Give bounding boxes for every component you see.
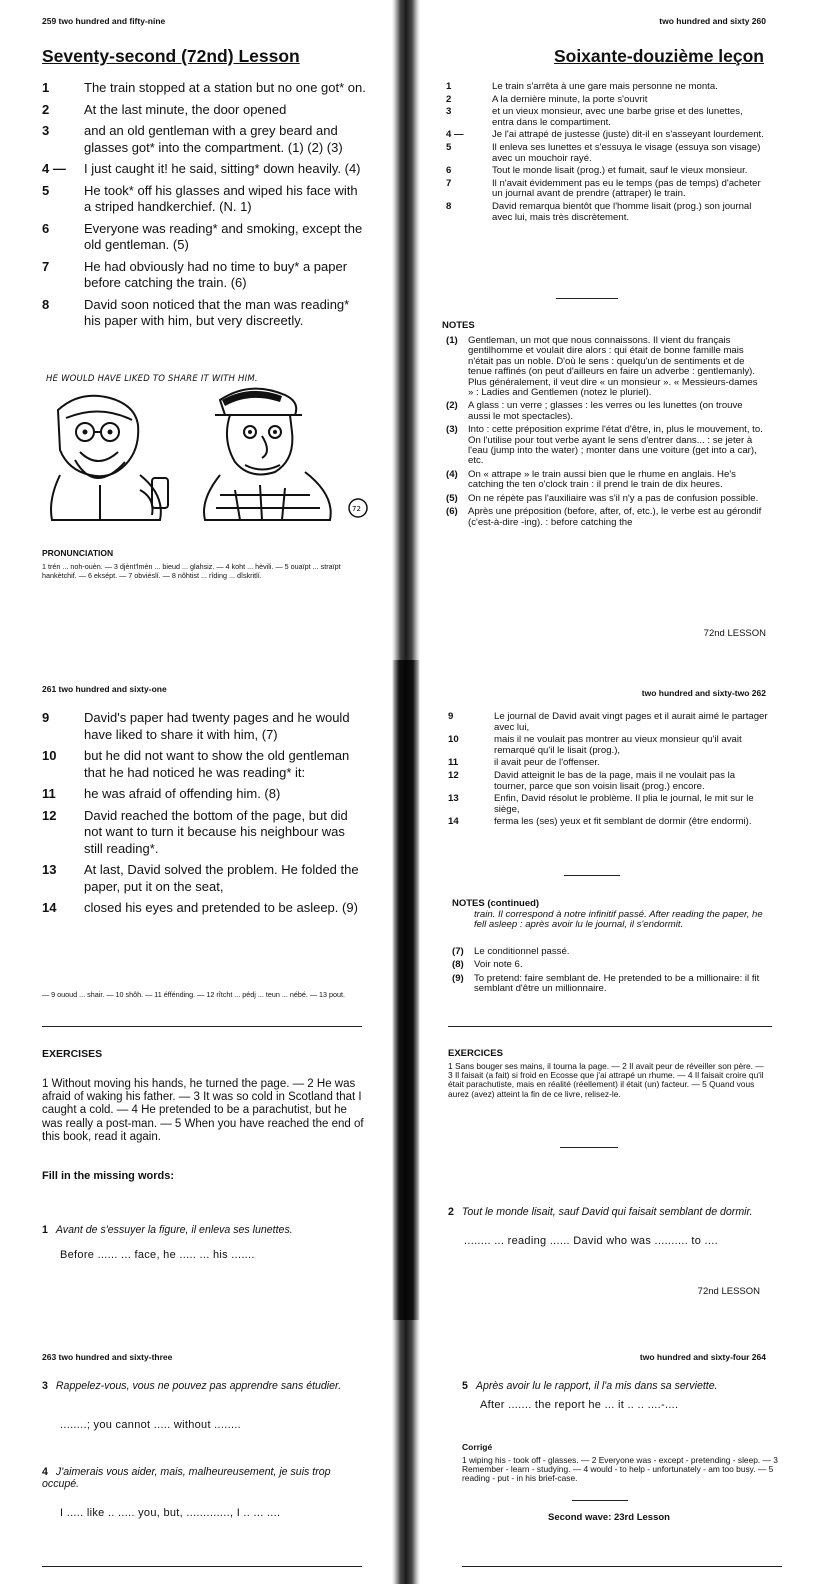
item-text: et un vieux monsieur, avec une barbe grise et des lunettes, entra dans le compartiment.	[492, 106, 743, 128]
note-item	[452, 960, 770, 970]
list-item	[446, 202, 764, 223]
question-text: Tout le monde lisait, sauf David qui faisait semblant de dormir.	[461, 1206, 753, 1218]
fill-answer-5[interactable]: After ....... the report he ... it .. .. ....-....	[480, 1399, 679, 1411]
fill-answer-2[interactable]: ........ ... reading ...... David who was .......... to ....	[464, 1235, 718, 1247]
item-text: Il n'avait évidemment pas eu le temps (pas de temps) d'acheter un journal avant de prendre (attraper) le train.	[492, 177, 761, 200]
second-wave-note: Second wave: 23rd Lesson	[548, 1512, 670, 1523]
list-item	[42, 183, 367, 216]
list-item	[42, 80, 367, 97]
item-number: 4 —	[42, 161, 66, 176]
question-text: Après avoir lu le rapport, il l'a mis dans sa serviette.	[475, 1380, 718, 1392]
list-item	[448, 712, 768, 733]
item-text: David's paper had twenty pages and he would have liked to share it with him, (7)	[84, 710, 350, 742]
fill-question-1	[42, 1224, 362, 1236]
item-number: 6	[446, 165, 452, 177]
item-number: 8	[446, 200, 452, 212]
fill-answer-4[interactable]: I ..... like .. ..... you, but, ............., I .. ... ....	[60, 1507, 281, 1519]
note-item	[446, 401, 764, 422]
note-item	[446, 336, 764, 398]
list-item	[446, 82, 764, 93]
list-item	[42, 259, 367, 292]
note-item	[452, 974, 770, 995]
item-text: il avait peur de l'offenser.	[494, 757, 600, 769]
separator	[42, 1566, 362, 1567]
item-text: A la dernière minute, la porte s'ouvrit	[492, 93, 648, 105]
list-item	[446, 143, 764, 164]
page-263	[0, 1320, 392, 1584]
list-item	[446, 95, 764, 106]
page-259	[0, 0, 392, 660]
cartoon-caption: HE WOULD HAVE LIKED TO SHARE IT WITH HIM.	[46, 374, 258, 384]
lesson-sentences	[42, 80, 367, 335]
exercices-heading: EXERCICES	[448, 1048, 503, 1059]
fill-in-heading: Fill in the missing words:	[42, 1170, 175, 1182]
list-item	[448, 794, 768, 815]
spread-pages-261-262	[0, 660, 820, 1320]
item-number: 10	[42, 748, 57, 763]
note-text: On « attrape » le train aussi bien que le rhume en anglais. He's catching the ten o'clock train : il prend le train de dix heures.	[468, 468, 736, 491]
item-number: 1	[446, 81, 452, 92]
note-item	[446, 425, 764, 467]
lesson-translations	[446, 82, 764, 225]
item-number: 1	[42, 80, 50, 95]
note-text: To pretend: faire semblant de. He pretended to be a millionaire: il fit semblant d'être un millionnaire.	[474, 972, 760, 995]
item-number: 11	[448, 757, 459, 769]
item-text: he was afraid of offending him. (8)	[84, 786, 281, 801]
item-text: He took* off his glasses and wiped his face with a striped handkerchief. (N. 1)	[84, 182, 358, 214]
page-header: 263 two hundred and sixty-three	[42, 1352, 173, 1362]
cartoon-illustration	[40, 370, 370, 530]
note-text: Le conditionnel passé.	[474, 946, 570, 957]
item-text: Everyone was reading* and smoking, except the old gentleman. (5)	[84, 220, 363, 252]
item-text: but he did not want to show the old gentleman that he had noticed he was reading* it:	[84, 748, 350, 780]
note-item	[446, 470, 764, 491]
notes-list	[446, 336, 764, 531]
page-header: two hundred and sixty-two 262	[641, 688, 766, 698]
item-text: Je l'ai attrapé de justesse (juste) dit-il en s'asseyant lourdement.	[492, 129, 764, 141]
item-number: 2	[42, 101, 50, 117]
fill-answer-1[interactable]: Before ...... ... face, he ..... ... his .......	[60, 1249, 255, 1261]
item-number: 13	[42, 862, 57, 877]
item-text: David reached the bottom of the page, but did not want to turn it because his neighbour was still reading*.	[84, 807, 348, 856]
item-text: Enfin, David résolut le problème. Il plia le journal, le mit sur le siège,	[494, 793, 754, 815]
item-number: 9	[448, 711, 454, 722]
item-number: 6	[42, 220, 50, 236]
question-number: 3	[42, 1380, 48, 1392]
lesson-translations	[448, 712, 768, 830]
note-number: (4)	[446, 468, 458, 480]
note-number: (3)	[446, 424, 458, 436]
item-text: The train stopped at a station but no one got* on.	[84, 80, 366, 95]
list-item	[446, 166, 764, 177]
note-text: On ne répète pas l'auxiliaire was s'il n'y a pas de confusion possible.	[468, 492, 759, 504]
note-number: (8)	[452, 959, 464, 971]
fill-question-5	[462, 1380, 782, 1392]
list-item	[42, 102, 367, 119]
notes-continued-text	[452, 910, 770, 934]
list-item	[42, 862, 367, 895]
page-262	[420, 660, 820, 1320]
note-number: (6)	[446, 506, 458, 518]
notes-heading: NOTES (continued)	[452, 898, 540, 909]
lesson-title-french: Soixante-douzième leçon	[553, 46, 764, 66]
note-item	[446, 507, 764, 528]
note-text: Voir note 6.	[474, 959, 523, 971]
exercises-text: 1 Without moving his hands, he turned the page. — 2 He was afraid of waking his father. — 3 It was so cold in Scotland that I caught a cold. — 4 He pretended to be a parachutist, but he was really a post-man. — 5 When you have reached the end of this book, read it again.	[42, 1078, 364, 1143]
item-text: ferma les (ses) yeux et fit semblant de dormir (être endormi).	[494, 816, 752, 828]
item-text: Tout le monde lisait (prog.) et fumait, sauf le vieux monsieur.	[492, 165, 748, 177]
item-number: 10	[448, 734, 459, 746]
item-text: At the last minute, the door opened	[84, 101, 287, 117]
item-number: 4 —	[446, 129, 464, 141]
list-item	[448, 735, 768, 756]
separator	[560, 1147, 618, 1148]
separator	[448, 1026, 772, 1027]
lesson-title: Seventy-second (72nd) Lesson	[42, 46, 300, 66]
item-number: 14	[42, 900, 57, 915]
item-number: 3	[42, 123, 50, 138]
list-item	[446, 107, 764, 128]
exercices-text: 1 Sans bouger ses mains, il tourna la page. — 2 Il avait peur de réveiller son père. — 3 Il faisait (a fait) si froid en Ecosse que j'ai attrapé un rhume. — 4 Il faisait croire qu'il était parachutiste, mais en réalité (réellement) il était (un) facteur. — 5 Quand vous aurez (avez) atteint la fin de ce livre, relisez-le.	[448, 1061, 764, 1099]
page-header: two hundred and sixty-four 264	[639, 1352, 766, 1362]
item-number: 13	[448, 793, 459, 805]
list-item	[42, 786, 367, 803]
spread-pages-263-264	[0, 1320, 820, 1584]
separator	[556, 298, 618, 299]
list-item	[42, 748, 367, 781]
question-number: 1	[42, 1224, 48, 1236]
page-footer: 72nd LESSON	[697, 1286, 760, 1297]
fill-question-2	[448, 1206, 768, 1218]
note-text: Gentleman, un mot que nous connaissons. Il vient du français gentilhomme et voulait dire alors : qui était de bonne famille mais n'était pas un noble. D'où le sens : quelqu'un de sentiments et de tenue raffinés (on peut d'ailleurs en faire un adverbe : gentlemanly). Plus généralement, il veut dire « un monsieur ». « Messieurs-dames » : Ladies and Gentlemen (notez le pluriel).	[468, 335, 758, 399]
list-item	[42, 808, 367, 858]
note-continued	[452, 910, 770, 931]
note-item	[446, 494, 764, 504]
item-text: mais il ne voulait pas montrer au vieux monsieur qu'il avait remarqué qu'il le lisait (prog.),	[494, 734, 742, 756]
note-number: (9)	[452, 972, 464, 984]
cartoon-mark: 72	[352, 505, 361, 513]
list-item	[42, 710, 367, 743]
lesson-sentences	[42, 710, 367, 922]
spread-pages-259-260	[0, 0, 820, 660]
pronunciation-text: — 9 ououd ... shair. — 10 shôh. — 11 éffénding. — 12 rîtcht ... pédj ... teun ... nébé. — 13 pout.	[42, 990, 345, 999]
item-number: 8	[42, 296, 50, 312]
list-item	[42, 900, 367, 917]
question-text: J'aimerais vous aider, mais, malheureusement, je suis trop occupé.	[42, 1466, 331, 1490]
item-text: At last, David solved the problem. He folded the paper, put it on the seat,	[84, 862, 359, 894]
note-number: (1)	[446, 335, 458, 346]
pronunciation-heading: PRONUNCIATION	[42, 548, 114, 558]
item-number: 9	[42, 710, 50, 725]
page-264	[420, 1320, 820, 1584]
page-header: 261 two hundred and sixty-one	[42, 684, 167, 694]
separator	[572, 1500, 628, 1501]
item-number: 12	[42, 807, 57, 823]
page-header: two hundred and sixty 260	[659, 16, 766, 26]
question-text: Rappelez-vous, vous ne pouvez pas apprendre sans étudier.	[55, 1380, 342, 1392]
book-gutter	[392, 660, 420, 1320]
note-number: (7)	[452, 946, 464, 957]
book-gutter	[392, 1320, 420, 1584]
notes-heading: NOTES	[442, 320, 475, 331]
note-text: train. Il correspond à notre infinitif passé. After reading the paper, he fell asleep : après avoir lu le journal, il s'endormit.	[474, 909, 763, 931]
separator	[564, 875, 620, 876]
question-number: 2	[448, 1206, 454, 1218]
item-number: 11	[42, 786, 56, 801]
item-text: Il enleva ses lunettes et s'essuya le visage (essuya son visage) avec un mouchoir rayé.	[492, 141, 761, 164]
corrige-heading: Corrigé	[462, 1442, 493, 1452]
item-text: David remarqua bientôt que l'homme lisait (prog.) son journal avec lui, mais très discrètement.	[492, 200, 752, 223]
fill-question-4	[42, 1466, 362, 1490]
page-header: 259 two hundred and fifty-nine	[42, 16, 166, 26]
separator	[462, 1566, 782, 1567]
question-number: 4	[42, 1466, 48, 1478]
note-text: A glass : un verre ; glasses : les verres ou les lunettes (on trouve aussi le mot spectacles).	[468, 400, 743, 422]
question-number: 5	[462, 1380, 468, 1392]
note-number: (2)	[446, 400, 458, 412]
book-gutter	[392, 0, 420, 660]
note-text: Into : cette préposition exprime l'état d'être, in, plus le mouvement, to. On l'utilise pour tout verbe ayant le sens d'entrer dans... : se jeter à l'eau (jump into the water) ; monter dans une voiture (get into a car), etc.	[468, 424, 763, 467]
item-text: Le train s'arrêta à une gare mais personne ne monta.	[492, 81, 718, 92]
item-text: David atteignit le bas de la page, mais il ne voulait pas la tourner, parce que son voisin lisait (prog.) encore.	[494, 769, 736, 792]
note-item	[452, 947, 770, 957]
list-item	[448, 758, 768, 769]
item-text: closed his eyes and pretended to be asleep. (9)	[84, 900, 358, 915]
cartoon-drawing	[40, 370, 370, 530]
item-number: 12	[448, 769, 459, 781]
page-260	[420, 0, 820, 660]
list-item	[42, 161, 367, 178]
page-261	[0, 660, 392, 1320]
pronunciation-text: 1 trén ... noh-ouèn. — 3 djènt'lmèn ... bieud ... glahsiz. — 4 koht ... hèvili. — 5 ouaïpt ... straïpt hankètchif. — 6 eksépt. — 7 obviéslí. — 8 nôhtist ... rîding ... dîskritlí.	[42, 562, 341, 580]
separator	[42, 1026, 362, 1027]
item-text: Le journal de David avait vingt pages et il aurait aimé le partager avec lui,	[494, 711, 768, 733]
item-number: 7	[42, 258, 50, 274]
list-item	[448, 771, 768, 792]
fill-answer-3[interactable]: ........; you cannot ..... without ........	[60, 1419, 242, 1431]
item-number: 3	[446, 106, 452, 118]
item-number: 14	[448, 816, 459, 828]
question-text: Avant de s'essuyer la figure, il enleva ses lunettes.	[55, 1224, 293, 1236]
note-text: Après une préposition (before, after, of, etc.), le verbe est au gérondif (c'est-à-dire -ing). : before catching the	[468, 506, 762, 528]
list-item	[448, 817, 768, 828]
item-text: David soon noticed that the man was reading* his paper with him, but very discreetly.	[84, 296, 350, 328]
list-item	[42, 297, 367, 330]
item-number: 5	[42, 182, 50, 198]
list-item	[446, 130, 764, 141]
list-item	[42, 123, 367, 156]
corrige-text: 1 wiping his - took off - glasses. — 2 Everyone was - except - pretending - sleep. — 3 Remember - learn - studying. — 4 would - to help - unfortunately - am too busy. — 5 reading - put - in his brief-case.	[462, 1455, 778, 1484]
note-number: (5)	[446, 492, 458, 504]
item-text: He had obviously had no time to buy* a paper before catching the train. (6)	[84, 258, 348, 290]
fill-question-3	[42, 1380, 362, 1392]
item-text: I just caught it! he said, sitting* down heavily. (4)	[84, 161, 361, 176]
notes-list	[452, 947, 770, 998]
exercises-heading: EXERCISES	[42, 1048, 103, 1060]
item-number: 2	[446, 93, 452, 105]
list-item	[446, 179, 764, 200]
page-footer: 72nd LESSON	[703, 628, 766, 639]
item-number: 5	[446, 141, 452, 153]
item-text: and an old gentleman with a grey beard and glasses got* into the compartment. (1) (2) (3)	[84, 123, 343, 155]
item-number: 7	[446, 177, 452, 189]
list-item	[42, 221, 367, 254]
